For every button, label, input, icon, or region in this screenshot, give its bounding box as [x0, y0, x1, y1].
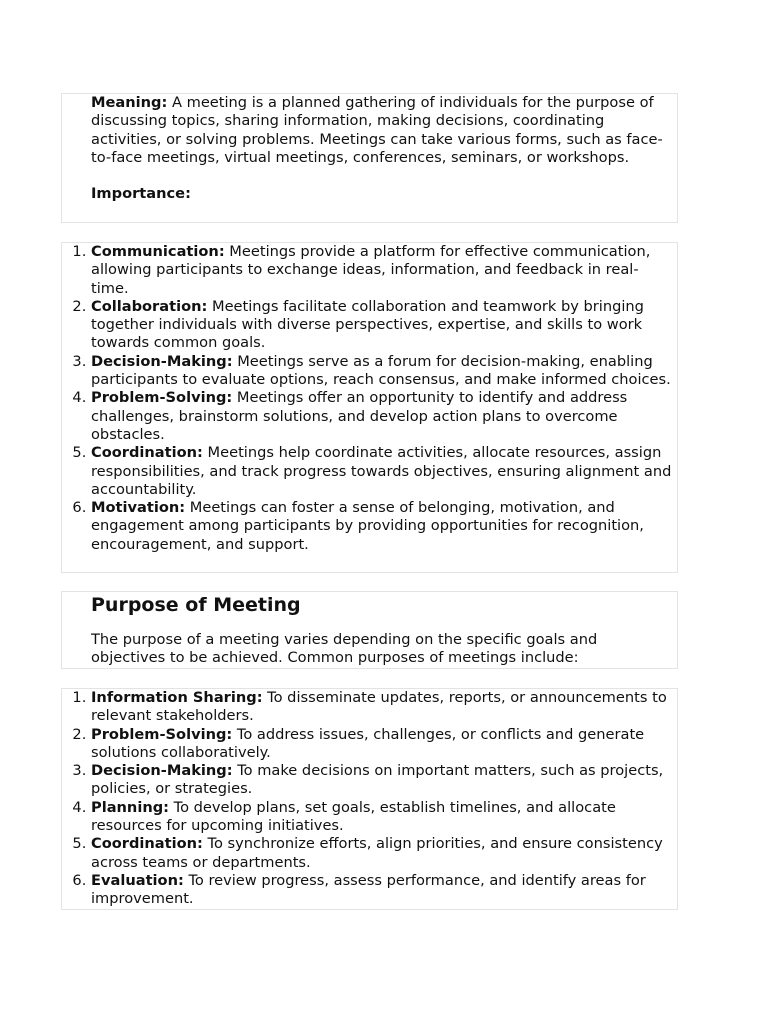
list-item-text: To make decisions on important matters, such as projects, policies, or strategies.: [91, 762, 664, 798]
purpose-list-section: [61, 688, 678, 910]
list-item-text: To synchronize efforts, align priorities, and ensure consistency across teams or departments.: [91, 835, 663, 871]
list-item-text: Meetings provide a platform for effective communication, allowing participants to exchange ideas, information, and feedback in real-time.: [91, 243, 651, 297]
importance-list: [62, 243, 677, 554]
purpose-intro: The purpose of a meeting varies depending on the specific goals and objectives to be achieved. Common purposes of meetings include:: [91, 631, 598, 667]
list-item-text: To develop plans, set goals, establish timelines, and allocate resources for upcoming initiatives.: [91, 798, 616, 835]
list-item: [91, 243, 673, 298]
purpose-heading: Purpose of Meeting: [91, 594, 301, 616]
list-item-term: Motivation:: [91, 499, 186, 517]
list-item: [91, 689, 673, 726]
list-item-term: Decision-Making:: [91, 762, 233, 780]
list-item-text: To address issues, challenges, or conflicts and generate solutions collaboratively.: [91, 725, 645, 761]
list-item: [91, 872, 673, 909]
list-item-text: Meetings help coordinate activities, allocate resources, assign responsibilities, and track progress towards objectives, ensuring alignment and accountability.: [91, 444, 672, 498]
list-item-term: Evaluation:: [91, 871, 184, 889]
list-item: [91, 799, 673, 836]
list-item-text: To review progress, assess performance, and identify areas for improvement.: [91, 871, 646, 908]
list-item-term: Coordination:: [91, 835, 203, 853]
list-item-text: Meetings serve as a forum for decision-making, enabling participants to evaluate options, reach consensus, and make informed choices.: [91, 352, 671, 389]
list-item: [91, 726, 673, 763]
list-item-term: Problem-Solving:: [91, 389, 233, 407]
importance-heading: [91, 185, 673, 203]
list-item-text: Meetings facilitate collaboration and teamwork by bringing together individuals with diverse perspectives, expertise, and skills to work towards common goals.: [91, 297, 644, 352]
list-item-term: Planning:: [91, 798, 169, 816]
list-item-term: Decision-Making:: [91, 352, 233, 370]
list-item-term: Information Sharing:: [91, 689, 263, 706]
list-item: [91, 298, 673, 353]
meaning-text: A meeting is a planned gathering of individuals for the purpose of discussing topics, sharing information, making decisions, coordinating activities, or solving problems. Meetings can take various forms, such as face-to-face meetings, virtual meetings, conferences, seminars, or workshops.: [91, 94, 663, 166]
meaning-section: [61, 93, 678, 223]
list-item-term: Coordination:: [91, 444, 203, 462]
list-item: [91, 444, 673, 499]
list-item-term: Problem-Solving:: [91, 725, 233, 743]
list-item: [91, 762, 673, 799]
importance-label: Importance:: [91, 185, 191, 203]
importance-list-section: [61, 242, 678, 573]
list-item-text: To disseminate updates, reports, or announcements to relevant stakeholders.: [91, 689, 667, 725]
purpose-section: [61, 591, 678, 669]
list-item-term: Communication:: [91, 243, 225, 260]
list-item-term: Collaboration:: [91, 297, 208, 315]
list-item: [91, 499, 673, 554]
list-item: [91, 353, 673, 390]
purpose-list: [62, 689, 677, 909]
list-item: [91, 835, 673, 872]
list-item-text: Meetings can foster a sense of belonging, motivation, and engagement among participants by providing opportunities for recognition, encouragement, and support.: [91, 499, 644, 553]
list-item-text: Meetings offer an opportunity to identify and address challenges, brainstorm solutions, and develop action plans to overcome obstacles.: [91, 389, 628, 443]
meaning-paragraph: [91, 94, 673, 167]
meaning-label: Meaning:: [91, 94, 168, 111]
list-item: [91, 389, 673, 444]
